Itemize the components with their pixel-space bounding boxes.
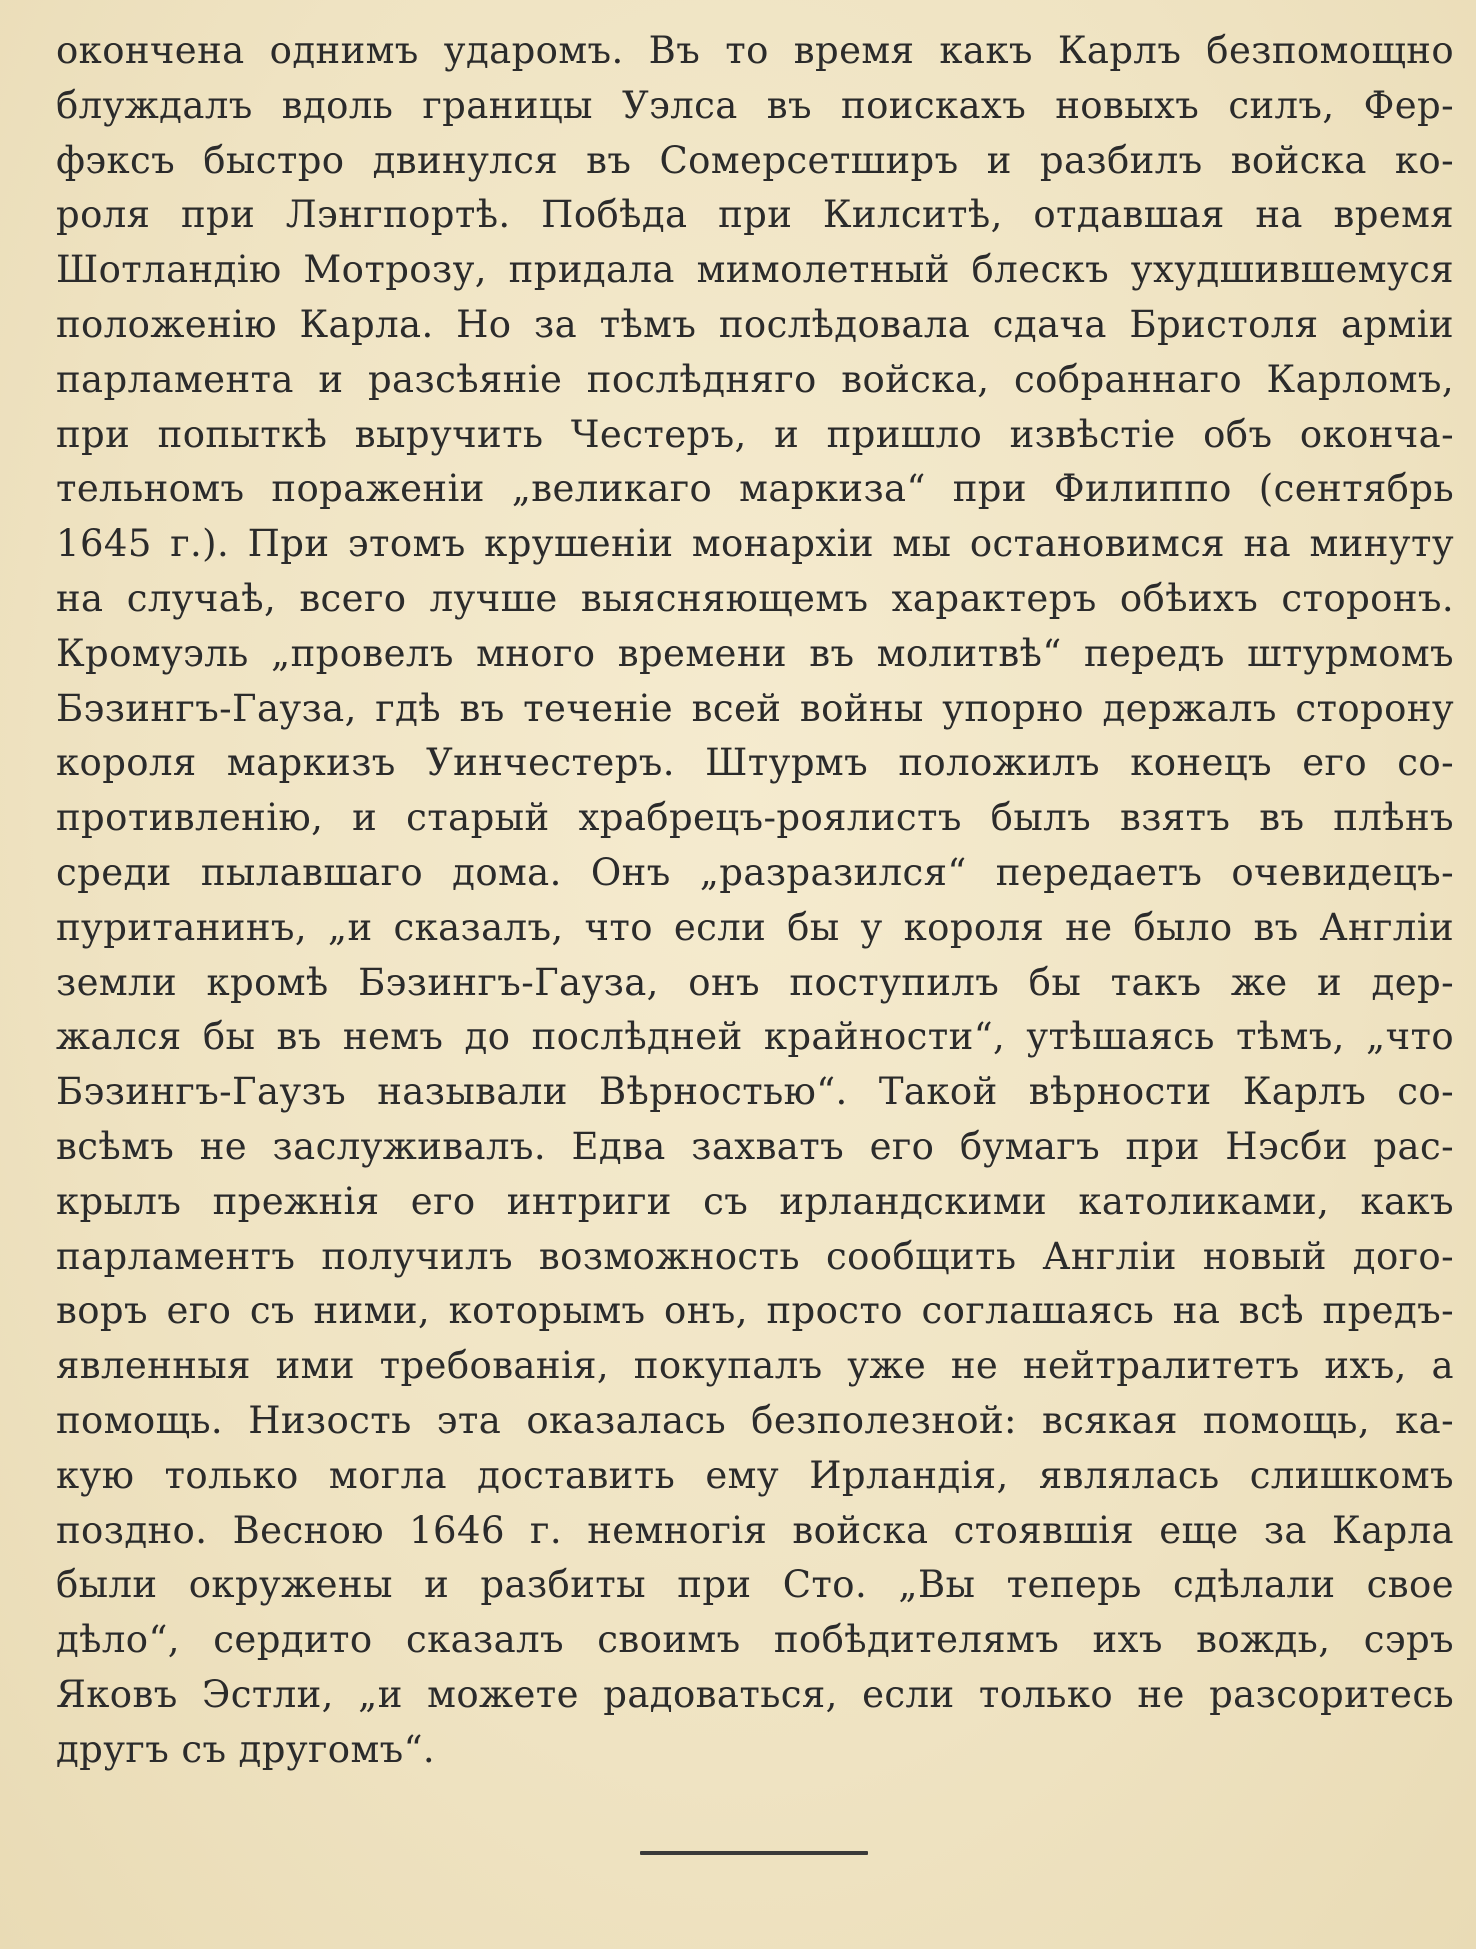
text-line: были окружены и разбиты при Сто. „Вы теперь сдѣлали свое	[56, 1563, 1454, 1607]
text-line: на случаѣ, всего лучше выясняющемъ характеръ обѣихъ сторонъ.	[56, 576, 1454, 620]
text-line: блуждалъ вдоль границы Уэлса въ поискахъ новыхъ силъ, Фер-	[56, 83, 1454, 127]
text-line: Яковъ Эстли, „и можете радоваться, если только не разсоритесь	[56, 1672, 1454, 1716]
text-line-last: другъ съ другомъ“.	[56, 1727, 436, 1771]
text-line: жался бы въ немъ до послѣдней крайности“, утѣшаясь тѣмъ, „что	[56, 1015, 1454, 1059]
text-line: Бэзингъ-Гаузъ называли Вѣрностью“. Такой вѣрности Карлъ со-	[56, 1070, 1454, 1114]
text-line: Кромуэль „провелъ много времени въ молитвѣ“ передъ штурмомъ	[56, 631, 1454, 675]
text-line: парламента и разсѣяніе послѣдняго войска, собраннаго Карломъ,	[56, 357, 1454, 401]
text-line: фэксъ быстро двинулся въ Сомерсетширъ и разбилъ войска ко-	[56, 138, 1454, 182]
text-line: крылъ прежнія его интриги съ ирландскими католиками, какъ	[56, 1179, 1454, 1223]
section-divider-rule	[640, 1851, 868, 1855]
body-text	[56, 24, 1454, 1778]
text-line: поздно. Весною 1646 г. немногія войска стоявшія еще за Карла	[56, 1508, 1454, 1552]
text-line: среди пылавшаго дома. Онъ „разразился“ передаетъ очевидецъ-	[56, 850, 1454, 894]
text-line: 1645 г.). При этомъ крушеніи монархіи мы остановимся на минуту	[56, 522, 1454, 566]
text-line: тельномъ пораженіи „великаго маркиза“ при Филиппо (сентябрь	[56, 467, 1454, 511]
text-line: кую только могла доставить ему Ирландія, являлась слишкомъ	[56, 1453, 1454, 1497]
text-line: всѣмъ не заслуживалъ. Едва захватъ его бумагъ при Нэсби рас-	[56, 1124, 1454, 1168]
text-line: Бэзингъ-Гауза, гдѣ въ теченіе всей войны упорно держалъ сторону	[56, 686, 1454, 730]
text-line: роля при Лэнгпортѣ. Побѣда при Килситѣ, отдавшая на время	[56, 193, 1454, 237]
text-line: окончена однимъ ударомъ. Въ то время какъ Карлъ безпомощно	[56, 29, 1454, 72]
text-line: положенію Карла. Но за тѣмъ послѣдовала сдача Бристоля арміи	[56, 302, 1454, 346]
text-line: пуританинъ, „и сказалъ, что если бы у короля не было въ Англіи	[56, 905, 1454, 949]
text-line: парламентъ получилъ возможность сообщить Англіи новый дого-	[56, 1234, 1454, 1278]
text-line: явленныя ими требованія, покупалъ уже не нейтралитетъ ихъ, а	[56, 1344, 1454, 1388]
text-line: Шотландію Мотрозу, придала мимолетный блескъ ухудшившемуся	[56, 248, 1454, 292]
text-line: дѣло“, сердито сказалъ своимъ побѣдителямъ ихъ вождь, сэръ	[56, 1618, 1454, 1662]
text-line: противленію, и старый храбрецъ-роялистъ былъ взятъ въ плѣнъ	[56, 796, 1454, 840]
text-line: при попыткѣ выручить Честеръ, и пришло извѣстіе объ оконча-	[56, 412, 1454, 456]
text-line: короля маркизъ Уинчестеръ. Штурмъ положилъ конецъ его со-	[56, 741, 1454, 785]
text-line: воръ его съ ними, которымъ онъ, просто соглашаясь на всѣ предъ-	[56, 1289, 1454, 1333]
text-line: земли кромѣ Бэзингъ-Гауза, онъ поступилъ бы такъ же и дер-	[56, 960, 1454, 1004]
text-line: помощь. Низость эта оказалась безполезной: всякая помощь, ка-	[56, 1398, 1454, 1442]
